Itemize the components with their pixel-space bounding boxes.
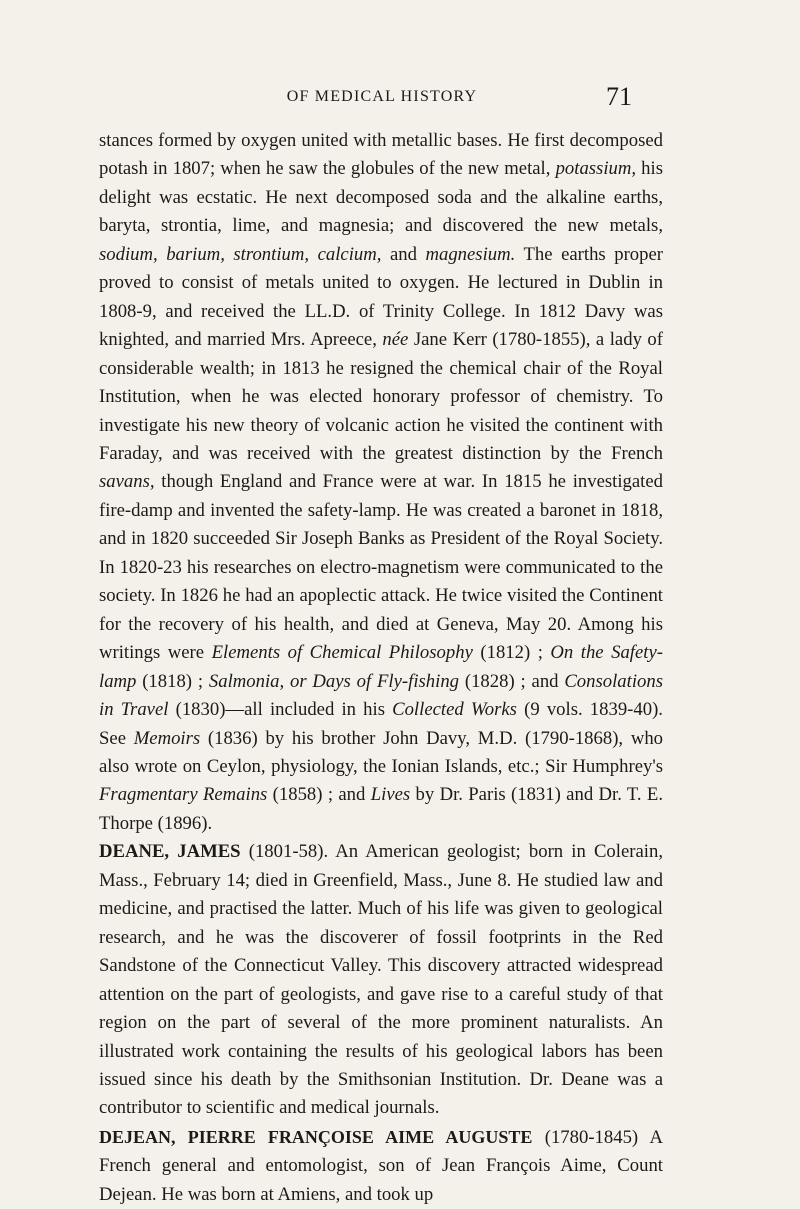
davy-text-10: (1830)—all included in his — [168, 699, 393, 721]
title-fragmentary-remains: Fragmentary Remains — [99, 784, 268, 806]
italic-savans: savans, — [99, 471, 155, 493]
italic-metals: sodium, barium, strontium, calcium, — [99, 243, 382, 265]
italic-magnesium: magnesium. — [425, 243, 516, 265]
deane-entry — [99, 838, 663, 1123]
davy-text-3: and — [381, 243, 426, 265]
davy-text-5: Jane Kerr (1780-1855), a lady of considerable wealth; in 1813 he resigned the chemical chair of the Royal Institution, when he was elected honorary professor of chemistry. To investigate his new theory of volcanic action he visited the continent with Faraday, and was received with the greatest distinction by the French — [99, 329, 663, 464]
dejean-entry — [99, 1123, 663, 1209]
title-on-the-safety-lamp: On the Safety-lamp — [99, 642, 663, 692]
davy-text-6: though England and France were at war. In 1815 he investigated fire-damp and invented the safety-lamp. He was created a baronet in 1818, and in 1820 succeeded Sir Joseph Banks as President of the Royal Society. In 1820-23 his researches on electro-magnetism were communicated to the society. In 1826 he had an apoplectic attack. He twice visited the Continent for the recovery of his health, and died at Geneva, May 20. Among his writings were — [99, 471, 663, 664]
italic-nee: née — [382, 329, 409, 351]
running-head: OF MEDICAL HISTORY — [286, 88, 478, 105]
davy-text-2: his delight was ecstatic. He next decomposed soda and the alkaline earths, baryta, strontia, lime, and magnesia; and discovered the new metals, — [99, 158, 663, 237]
page-number: 71 — [606, 82, 632, 111]
page-header — [0, 82, 800, 116]
title-lives: Lives — [370, 784, 411, 806]
deane-name: DEANE, JAMES — [99, 841, 241, 863]
davy-text-11: (9 vols. 1839-40). See — [99, 699, 663, 749]
dejean-name: DEJEAN, PIERRE FRANÇOISE AIME AUGUSTE — [99, 1126, 533, 1147]
davy-text-13: (1858) ; and — [267, 784, 371, 806]
title-salmonia: Salmonia, or Days of Fly-fishing — [208, 670, 460, 692]
davy-text-9: (1828) ; and — [459, 670, 565, 692]
title-consolations-in-travel: Consolations in Travel — [99, 670, 663, 721]
davy-text-12: (1836) by his brother John Davy, M.D. (1790-1868), who also wrote on Ceylon, physiology, the Ionian Islands, etc.; Sir Humphrey's — [99, 727, 664, 777]
davy-text-14: by Dr. Paris (1831) and Dr. T. E. Thorpe (1896). — [99, 784, 664, 834]
davy-text-4: The earths proper proved to consist of metals united to oxygen. He lectured in Dublin in 1808-9, and received the LL.D. of Trinity College. In 1812 Davy was knighted, and married Mrs. Apreece, — [99, 243, 664, 351]
davy-entry-continuation — [99, 127, 663, 838]
davy-text-1: stances formed by oxygen united with metallic bases. He first decomposed potash in 1807; when he saw the globules of the new metal, — [99, 130, 663, 180]
title-memoirs: Memoirs — [133, 727, 201, 749]
dejean-text: (1780-1845) A French general and entomologist, son of Jean François Aime, Count Dejean. He was born at Amiens, and took up — [99, 1126, 663, 1205]
davy-text-8: (1818) ; — [136, 670, 209, 692]
title-collected-works: Collected Works — [392, 699, 517, 721]
title-elements-of-chemical-philosophy: Elements of Chemical Philosophy — [211, 642, 473, 664]
body-text — [99, 127, 663, 1209]
deane-text: (1801-58). An American geologist; born in Colerain, Mass., February 14; died in Greenfield, Mass., June 8. He studied law and medicine, and practised the latter. Much of his life was given to geological research, and he was the discoverer of fossil footprints in the Red Sandstone of the Connecticut Valley. This discovery attracted widespread attention on the part of geologists, and gave rise to a careful study of that region on the part of several of the more prominent naturalists. An illustrated work containing the results of his geological labors has been issued since his death by the Smithsonian Institution. Dr. Deane was a contributor to scientific and medical journals. — [99, 841, 663, 1119]
davy-text-7: (1812) ; — [472, 642, 551, 664]
italic-potassium: potassium, — [555, 158, 637, 180]
